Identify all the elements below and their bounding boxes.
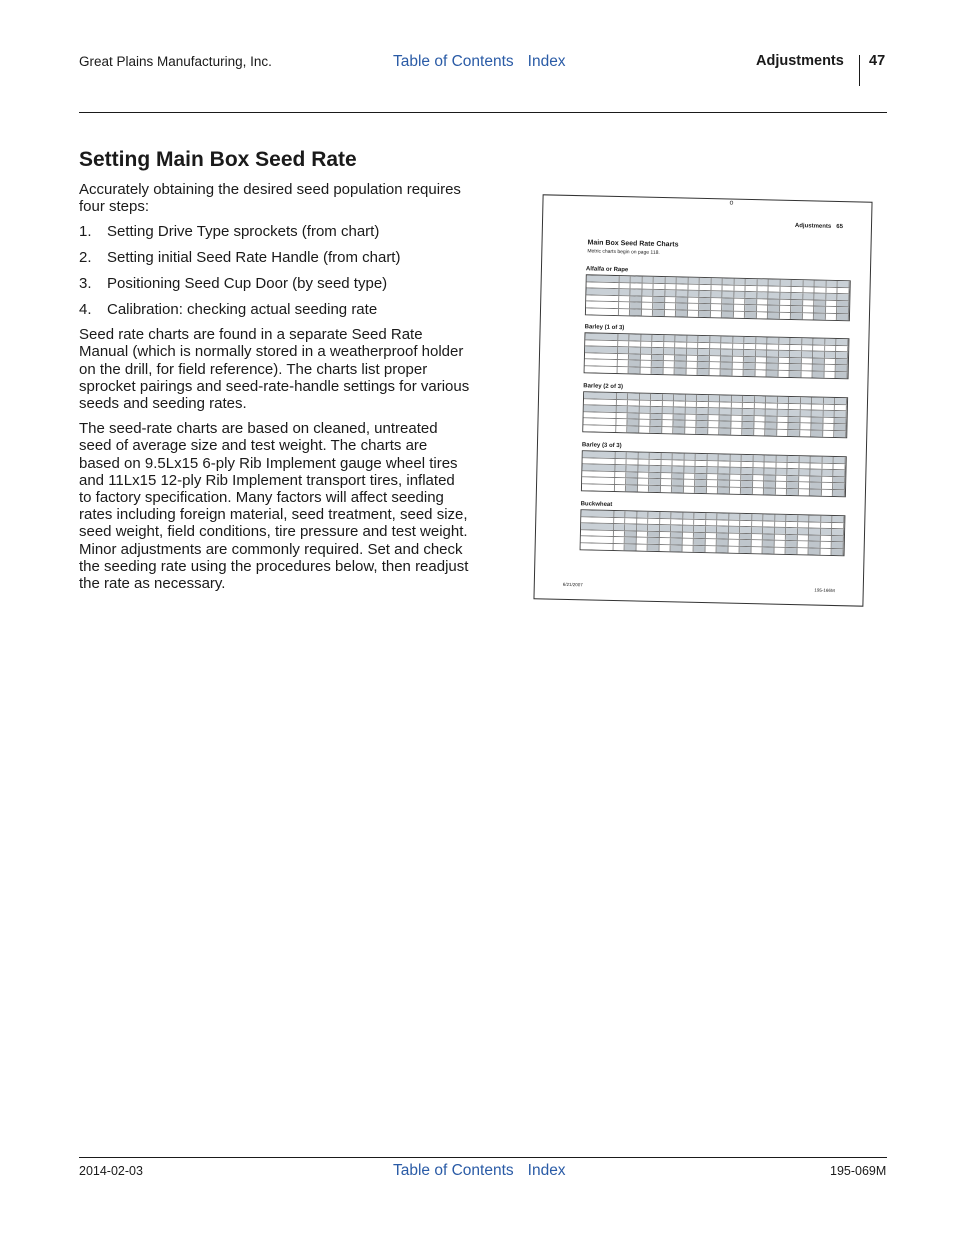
step-text: Setting Drive Type sprockets (from chart)	[107, 223, 380, 241]
header-toc-link[interactable]: Table of Contents	[393, 53, 514, 70]
figure-title: Main Box Seed Rate Charts	[587, 239, 679, 249]
figure-rate-table	[580, 509, 846, 556]
step-number: 1.	[79, 223, 92, 241]
footer-date: 2014-02-03	[79, 1164, 143, 1178]
figure-section-name: Barley (2 of 3)	[583, 383, 624, 391]
figure-chart-section	[585, 266, 851, 321]
page-title: Setting Main Box Seed Rate	[79, 148, 357, 171]
footer-doc-number: 195-069M	[830, 1164, 887, 1178]
figure-section-name: Buckwheat	[580, 501, 613, 508]
header-section-title: Adjustments	[756, 53, 844, 69]
figure-section-name: Barley (3 of 3)	[581, 442, 622, 450]
figure-header-section: Adjustments 65	[794, 223, 844, 231]
header-nav	[393, 53, 580, 71]
step-text: Calibration: checking actual seeding rate	[107, 300, 378, 318]
chart-basis-paragraph: The seed-rate charts are based on cleaned, untreated seed of average size and test weight. The charts are based on 9.5Lx15 6-ply Rib Implement gauge wheel tires and 11Lx15 12-ply Rib Implement transport tires, inflated to factory specification. Many factors will affect seeding rates including foreign material, seed treatment, seed size, seed weight, field conditions, tire pressure and test weight. Minor adjustments are commonly required. Set and check the seeding rate using the procedures below, then readjust the rate as necessary.	[79, 420, 469, 593]
figure-chart-section	[582, 383, 848, 438]
steps-list	[79, 223, 471, 317]
figure-section-name: Barley (1 of 3)	[584, 324, 625, 332]
page-number: 47	[869, 53, 886, 69]
body-text	[79, 181, 471, 600]
header-rule	[79, 112, 887, 113]
list-item	[79, 249, 471, 266]
step-text: Setting initial Seed Rate Handle (from chart)	[107, 249, 401, 267]
list-item	[79, 223, 471, 240]
figure-section-name: Alfalfa or Rape	[585, 266, 629, 274]
figure-rate-table	[582, 391, 848, 438]
step-number: 3.	[79, 274, 92, 292]
footer-toc-link[interactable]: Table of Contents	[393, 1162, 514, 1179]
figure-mark: o	[729, 199, 734, 207]
figure-rate-table	[585, 274, 851, 321]
header-company: Great Plains Manufacturing, Inc.	[79, 54, 272, 69]
header-index-link[interactable]: Index	[527, 53, 566, 70]
list-item	[79, 275, 471, 292]
figure-chart-section	[581, 442, 847, 497]
seed-rate-chart-figure	[530, 188, 880, 618]
footer-nav	[393, 1162, 580, 1180]
chart-location-paragraph: Seed rate charts are found in a separate Seed Rate Manual (which is normally stored in a weatherproof holder on the drill, for field reference). The charts list proper sprocket pairings and seed-rate-handle settings for various seeds and seeding rates.	[79, 326, 470, 413]
figure-rate-table	[584, 332, 850, 379]
step-text: Positioning Seed Cup Door (by seed type)	[107, 274, 388, 292]
step-number: 2.	[79, 249, 92, 267]
figure-rate-table	[581, 450, 847, 497]
figure-chart-section	[580, 501, 846, 556]
figure-footer-date: 6/21/2007	[562, 581, 583, 588]
footer-rule	[79, 1157, 887, 1158]
figure-chart-section	[584, 324, 850, 379]
list-item	[79, 301, 471, 318]
intro-paragraph: Accurately obtaining the desired seed population requires four steps:	[79, 181, 461, 216]
header-divider	[859, 55, 860, 86]
footer-index-link[interactable]: Index	[527, 1162, 566, 1179]
figure-footer-doc: 195-166M	[814, 587, 835, 594]
figure-subtitle: Metric charts begin on page 118.	[587, 248, 660, 256]
chart-page-image	[533, 194, 872, 606]
step-number: 4.	[79, 300, 92, 318]
